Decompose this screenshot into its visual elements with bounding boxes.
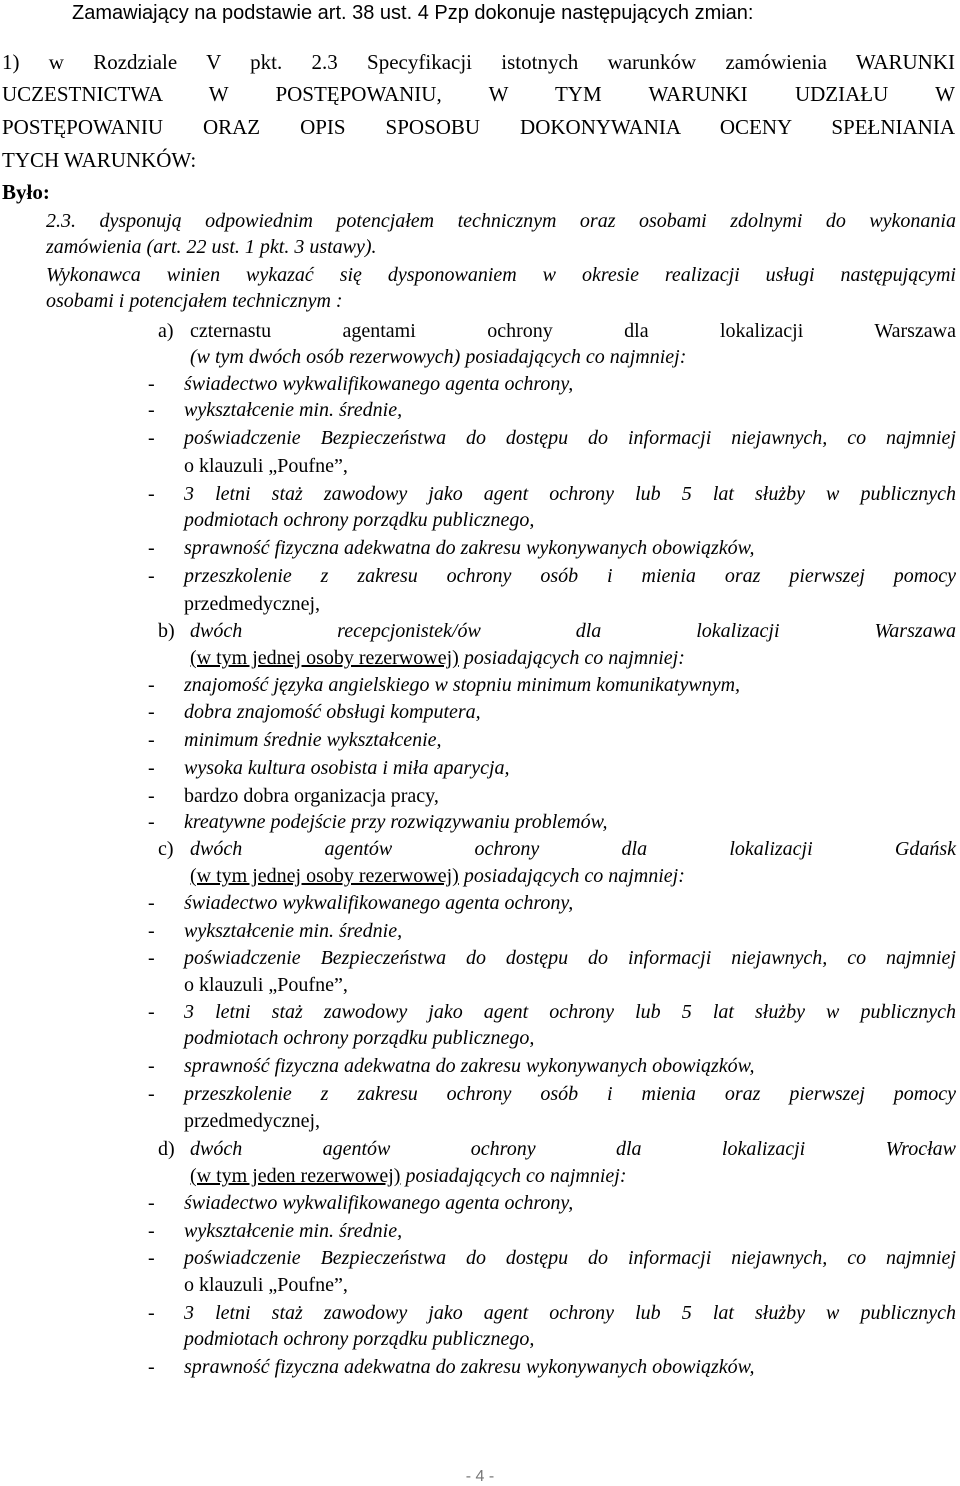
section-b-title: dwóch recepcjonistek/ów dla lokalizacji Warszawa xyxy=(190,620,956,642)
dash: - xyxy=(148,1247,155,1269)
section-d-requirement: posiadających co najmniej: xyxy=(400,1165,627,1187)
list-item-continuation: przedmedycznej, xyxy=(184,1110,321,1132)
contractor-line-2: osobami i potencjałem technicznym : xyxy=(46,290,343,312)
list-item: sprawność fizyczna adekwatna do zakresu wykonywanych obowiązków, xyxy=(184,1356,755,1378)
section-d-title: dwóch agentów ochrony dla lokalizacji Wrocław xyxy=(190,1138,956,1160)
intro-text: Zamawiający na podstawie art. 38 ust. 4 Pzp dokonuje następujących zmian: xyxy=(72,2,754,24)
section-c-marker: c) xyxy=(158,838,174,860)
dash: - xyxy=(148,947,155,969)
dash: - xyxy=(148,399,155,421)
section-b-reserve-note: (w tym jednej osoby rezerwowej) xyxy=(190,647,459,669)
section-c-title: dwóch agentów ochrony dla lokalizacji Gdańsk xyxy=(190,838,956,860)
dash: - xyxy=(148,757,155,779)
dash: - xyxy=(148,537,155,559)
list-item: znajomość języka angielskiego w stopniu minimum komunikatywnym, xyxy=(184,674,741,696)
list-item-continuation: podmiotach ochrony porządku publicznego, xyxy=(184,1328,535,1350)
dash: - xyxy=(148,701,155,723)
dash: - xyxy=(148,811,155,833)
section-a-title: czternastu agentami ochrony dla lokalizacji Warszawa xyxy=(190,320,956,342)
list-item: przeszkolenie z zakresu ochrony osób i mienia oraz pierwszej pomocy xyxy=(184,1083,956,1105)
dash: - xyxy=(148,785,155,807)
section-b-marker: b) xyxy=(158,620,175,642)
list-item-continuation: o klauzuli „Poufne”, xyxy=(184,1274,348,1296)
list-item: 3 letni staż zawodowy jako agent ochrony lub 5 lat służby w publicznych xyxy=(184,1302,956,1324)
list-item: 3 letni staż zawodowy jako agent ochrony lub 5 lat służby w publicznych xyxy=(184,483,956,505)
dash: - xyxy=(148,1356,155,1378)
bylo-label: Było: xyxy=(2,180,50,204)
dash: - xyxy=(148,729,155,751)
dash: - xyxy=(148,1220,155,1242)
list-item: minimum średnie wykształcenie, xyxy=(184,729,442,751)
section-c-reserve-note: (w tym jednej osoby rezerwowej) xyxy=(190,865,459,887)
list-item-continuation: przedmedycznej, xyxy=(184,593,321,615)
list-item: bardzo dobra organizacja pracy, xyxy=(184,785,439,807)
list-item-continuation: o klauzuli „Poufne”, xyxy=(184,455,348,477)
section-c-subtitle xyxy=(190,865,685,888)
list-item: świadectwo wykwalifikowanego agenta ochrony, xyxy=(184,1192,574,1214)
section-c-requirement: posiadających co najmniej: xyxy=(458,865,685,887)
list-item: kreatywne podejście przy rozwiązywaniu problemów, xyxy=(184,811,608,833)
dash: - xyxy=(148,1001,155,1023)
list-item-continuation: podmiotach ochrony porządku publicznego, xyxy=(184,1027,535,1049)
dash: - xyxy=(148,483,155,505)
section-b-requirement: posiadających co najmniej: xyxy=(458,647,685,669)
dash: - xyxy=(148,1192,155,1214)
dash: - xyxy=(148,427,155,449)
section-a-subtitle: (w tym dwóch osób rezerwowych) posiadających co najmniej: xyxy=(190,346,687,368)
list-item: sprawność fizyczna adekwatna do zakresu wykonywanych obowiązków, xyxy=(184,537,755,559)
section-heading-line-2: UCZESTNICTWA W POSTĘPOWANIU, W TYM WARUNKI UDZIAŁU W xyxy=(2,82,955,106)
section-heading-line-3: POSTĘPOWANIU ORAZ OPIS SPOSOBU DOKONYWANIA OCENY SPEŁNIANIA xyxy=(2,115,955,139)
list-item: wysoka kultura osobista i miła aparycja, xyxy=(184,757,510,779)
list-item: świadectwo wykwalifikowanego agenta ochrony, xyxy=(184,892,574,914)
section-d-reserve-note: (w tym jeden rezerwowej) xyxy=(190,1165,401,1187)
contractor-line-1: Wykonawca winien wykazać się dysponowaniem w okresie realizacji usługi następującymi xyxy=(46,264,956,286)
point-2-3-line-1: 2.3. dysponują odpowiednim potencjałem technicznym oraz osobami zdolnymi do wykonania xyxy=(46,210,956,232)
section-a-marker: a) xyxy=(158,320,174,342)
dash: - xyxy=(148,565,155,587)
list-item: poświadczenie Bezpieczeństwa do dostępu do informacji niejawnych, co najmniej xyxy=(184,427,956,449)
section-d-marker: d) xyxy=(158,1138,175,1160)
list-item: 3 letni staż zawodowy jako agent ochrony lub 5 lat służby w publicznych xyxy=(184,1001,956,1023)
dash: - xyxy=(148,920,155,942)
list-item: sprawność fizyczna adekwatna do zakresu wykonywanych obowiązków, xyxy=(184,1055,755,1077)
list-item: przeszkolenie z zakresu ochrony osób i mienia oraz pierwszej pomocy xyxy=(184,565,956,587)
dash: - xyxy=(148,1302,155,1324)
list-item: dobra znajomość obsługi komputera, xyxy=(184,701,481,723)
point-2-3-line-2: zamówienia (art. 22 ust. 1 pkt. 3 ustawy). xyxy=(46,236,377,258)
dash: - xyxy=(148,373,155,395)
dash: - xyxy=(148,1055,155,1077)
dash: - xyxy=(148,892,155,914)
section-b-subtitle xyxy=(190,647,685,670)
list-item: poświadczenie Bezpieczeństwa do dostępu do informacji niejawnych, co najmniej xyxy=(184,1247,956,1269)
section-heading-line-1: 1) w Rozdziale V pkt. 2.3 Specyfikacji istotnych warunków zamówienia WARUNKI xyxy=(2,50,955,74)
list-item: świadectwo wykwalifikowanego agenta ochrony, xyxy=(184,373,574,395)
dash: - xyxy=(148,1083,155,1105)
section-heading-line-4: TYCH WARUNKÓW: xyxy=(2,148,197,172)
list-item: wykształcenie min. średnie, xyxy=(184,920,403,942)
list-item-continuation: podmiotach ochrony porządku publicznego, xyxy=(184,509,535,531)
list-item: wykształcenie min. średnie, xyxy=(184,1220,403,1242)
section-d-subtitle xyxy=(190,1165,627,1188)
list-item: wykształcenie min. średnie, xyxy=(184,399,403,421)
dash: - xyxy=(148,674,155,696)
page-number: - 4 - xyxy=(465,1468,495,1485)
list-item: poświadczenie Bezpieczeństwa do dostępu do informacji niejawnych, co najmniej xyxy=(184,947,956,969)
list-item-continuation: o klauzuli „Poufne”, xyxy=(184,974,348,996)
